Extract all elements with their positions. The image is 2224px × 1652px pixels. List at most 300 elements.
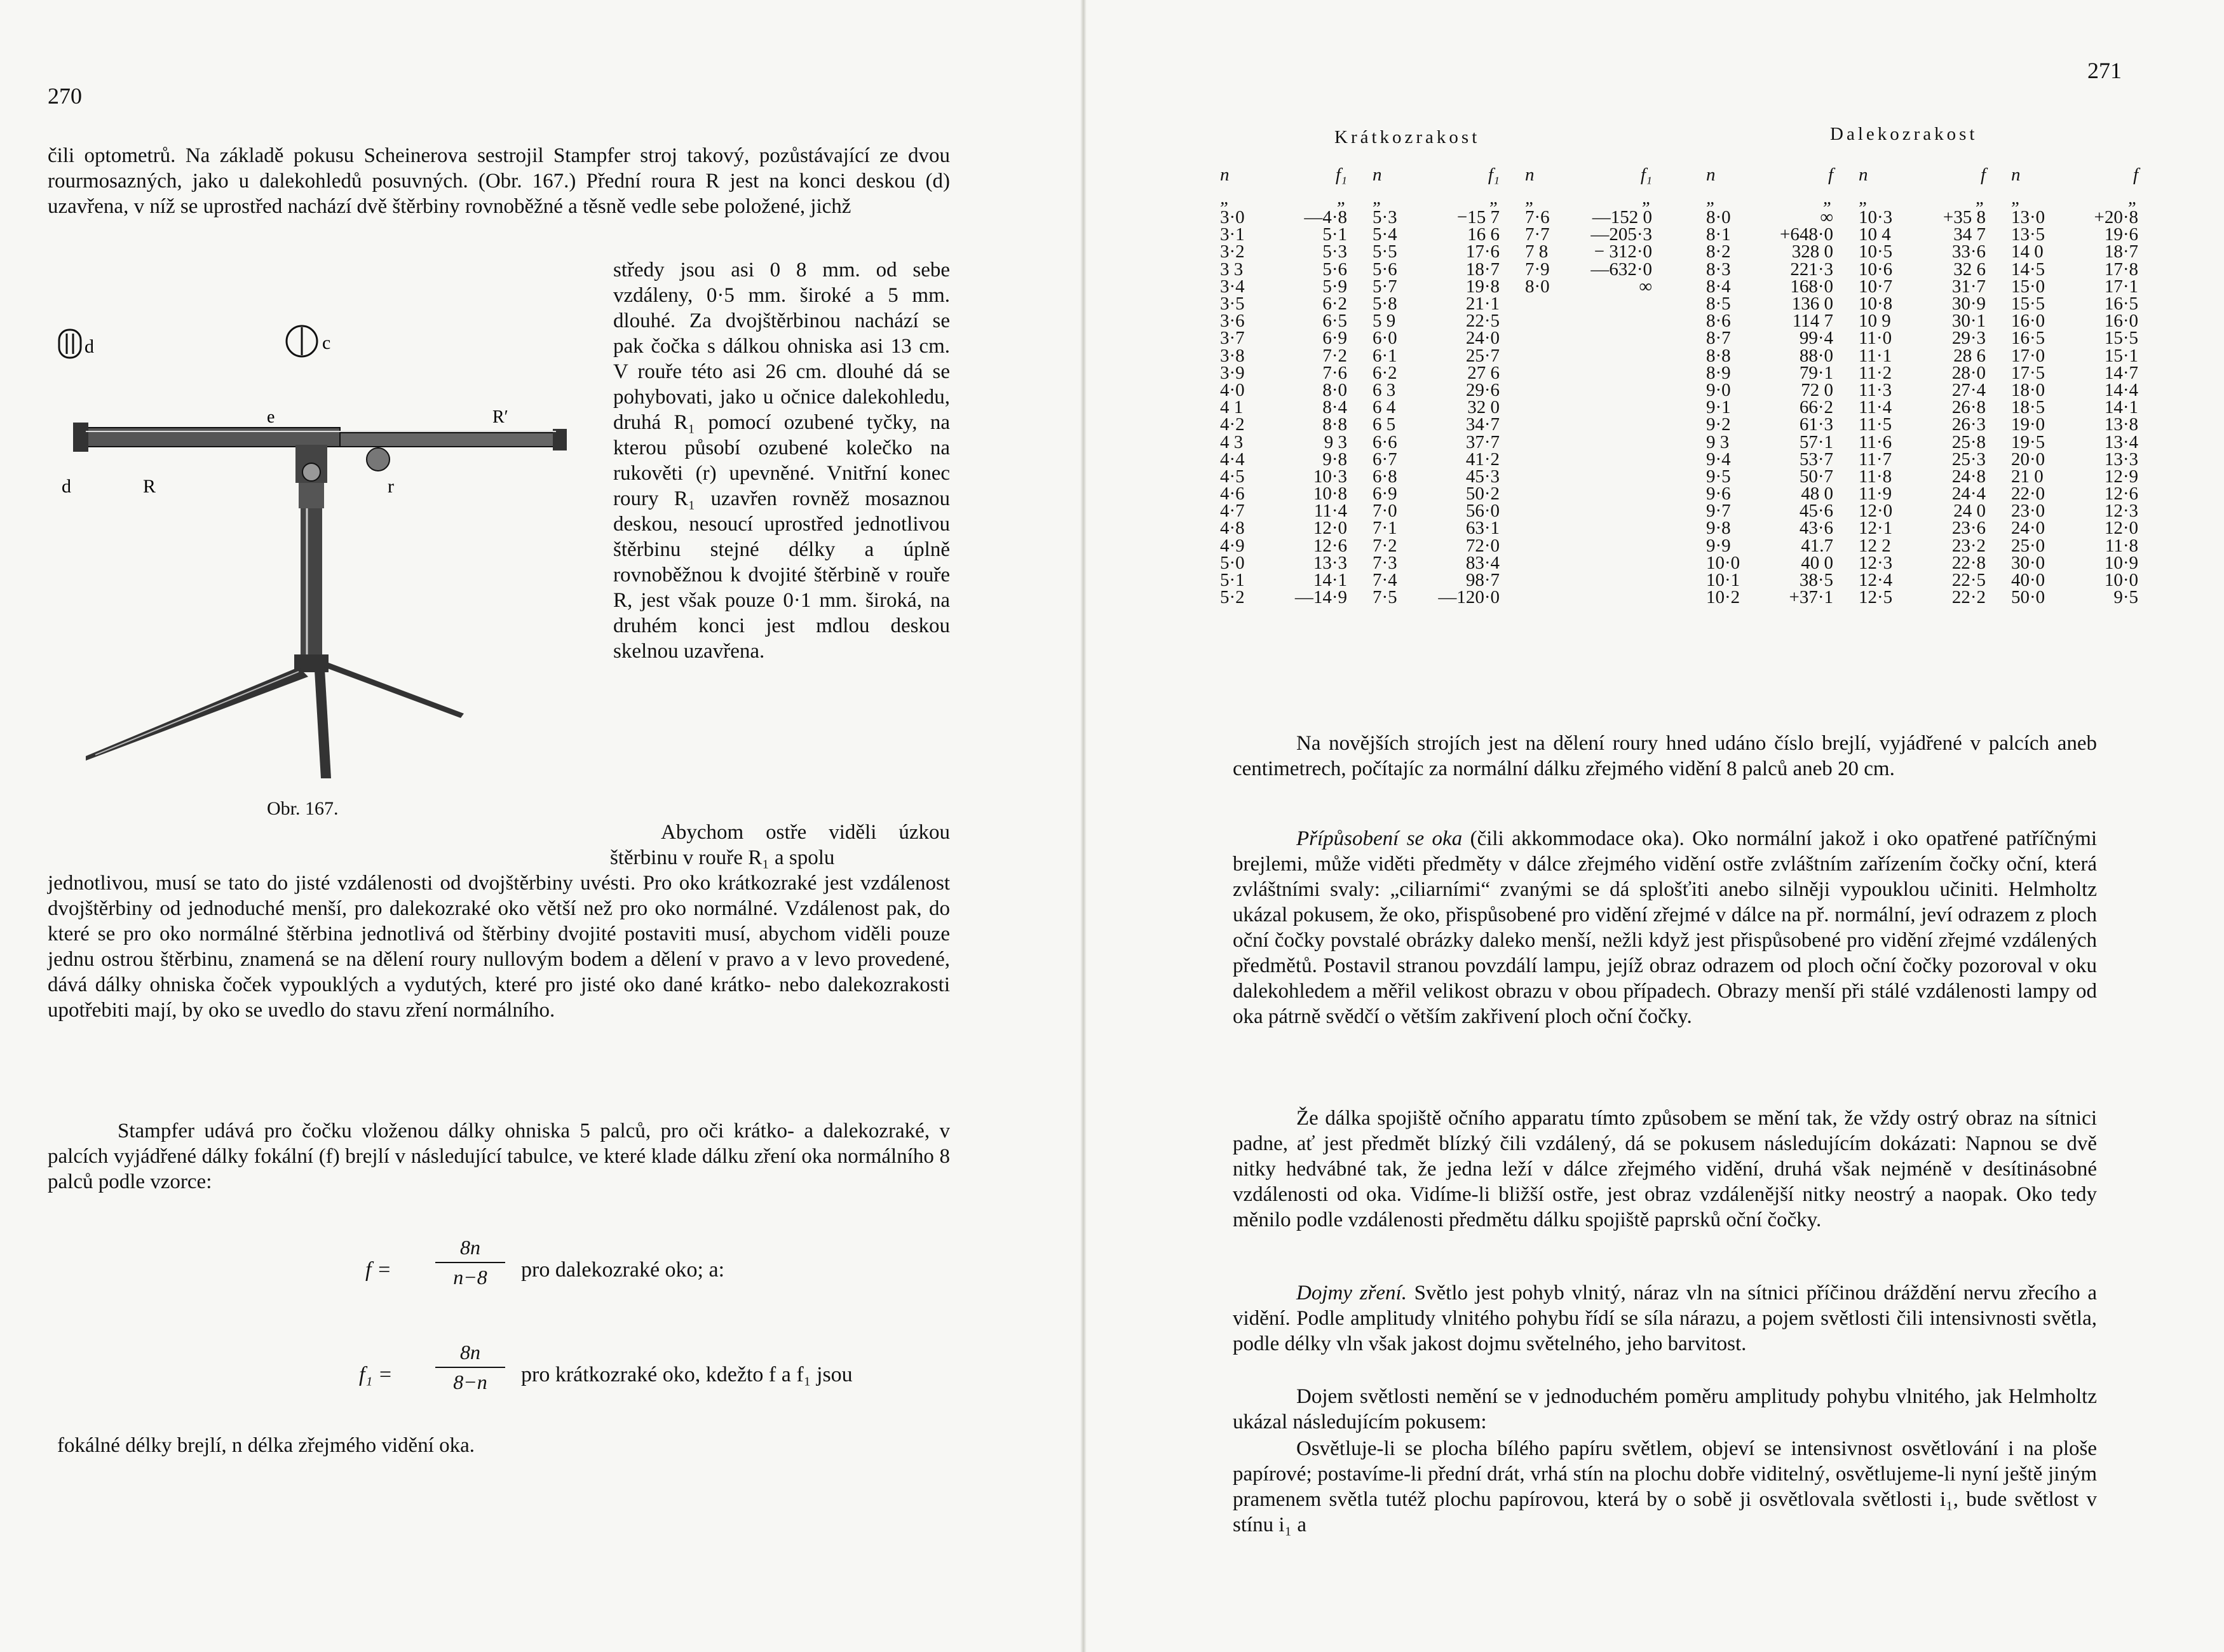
short-table-cell: 5·4 (1373, 224, 1397, 245)
long-table-cell: 8·7 (1706, 328, 1731, 349)
long-table-cell: 20·0 (2011, 449, 2045, 470)
long-table-cell: 12·3 (1859, 552, 1893, 573)
table-row (1706, 572, 2138, 589)
long-table-cell: 26·8 (1951, 397, 1986, 418)
short-table-cell: 11·4 (1313, 501, 1347, 522)
table-row (1220, 468, 1652, 485)
short-table-cell (1525, 382, 1570, 399)
short-table-cell: 7·2 (1322, 345, 1347, 366)
short-table-cell: —14·9 (1294, 587, 1347, 608)
short-table-cell: 8·0 (1525, 276, 1550, 297)
long-table-cell: 22·2 (1951, 587, 1986, 608)
short-table-cell: 34·7 (1465, 414, 1500, 435)
long-table-cell: 114 7 (1792, 311, 1833, 332)
short-table-cell: 18·7 (1465, 259, 1500, 280)
short-table-cell: 10·8 (1313, 484, 1347, 504)
short-table-cell (1570, 399, 1652, 416)
long-table-cell: 136 0 (1791, 294, 1833, 315)
table-row (1706, 416, 2138, 433)
short-table-cell (1525, 295, 1570, 313)
short-table-cell: 6·9 (1322, 328, 1347, 349)
long-table-cell: 13·3 (2104, 449, 2138, 470)
fig-label-r: r (388, 476, 394, 497)
short-table-cell: 7·4 (1373, 570, 1397, 591)
long-table-cell: 38·5 (1799, 570, 1833, 591)
long-table-cell: 221·3 (1790, 259, 1833, 280)
table-row (1220, 295, 1652, 313)
long-table-cell: 15·5 (2104, 328, 2138, 349)
long-table-cell: 23·6 (1951, 518, 1986, 539)
long-table-cell: 10·2 (1706, 587, 1740, 608)
long-table-cell: 15·1 (2104, 345, 2138, 366)
right-para-after-table: Na novějších strojích jest na dělení roury hned udáno číslo brejlí, vyjádřené v palcích aneb centimetrech, počítajíc za normální dálku zřejmého vidění 8 palců aneb 20 cm. (1233, 732, 2097, 780)
long-table-cell: 8·1 (1706, 224, 1731, 245)
short-table-cell: 6 5 (1373, 414, 1396, 435)
table-row (1220, 416, 1652, 433)
table-row (1706, 503, 2138, 520)
short-table-cell: 6·7 (1373, 449, 1397, 470)
short-table-cell: 3·5 (1220, 294, 1245, 315)
short-h-0: n (1220, 164, 1230, 185)
short-table-cell: 8·4 (1322, 397, 1347, 418)
long-table-cell: 11·4 (1859, 397, 1892, 418)
formula-1-denominator: n−8 (453, 1266, 487, 1289)
table-row (1220, 209, 1652, 226)
table-row (1706, 278, 2138, 295)
left-para-2: jednotlivou, musí se tato do jisté vzdálenosti od dvojštěrbiny uvésti. Pro oko krátkozraké jest vzdálenost dvojštěrbiny od jednoduché menší, pro dalekozraké oko větší než pro oko normálné. Vzdálenost pak, do které se pro oko normálné štěrbina jednotlivá od štěrbiny dvojité postaviti musí, abychom viděli pouze jednu ostrou štěrbinu, znamená se na dělení roury nullovým bodem a dělení v pravo a v levo provedené, dává dálky ohniska čoček vypouklých a vydutých, které pro jisté oko dané krátko- nebo dalekozrakosti upotřebiti mají, by oko se uvedlo do stavu zření normálního. (48, 872, 950, 1022)
long-table-cell: 10·1 (1706, 570, 1740, 591)
short-table-cell: ∞ (1639, 276, 1652, 297)
short-table-cell: 7·3 (1373, 552, 1397, 573)
ditto-mark: „ (1336, 187, 1347, 208)
formula-2-fraction (435, 1341, 505, 1394)
long-table-cell: 11·1 (1859, 345, 1892, 366)
long-table-cell: 9·9 (1706, 535, 1731, 556)
table-row (1706, 365, 2138, 382)
short-table-cell: 12·0 (1313, 518, 1347, 539)
short-table-cell: 6·1 (1373, 345, 1397, 366)
right-para-brightness: Dojem světlosti nemění se v jednoduchém poměru amplitudy pohybu vlnitého, jak Helmholtz ukázal následujícím pokusem: (1233, 1385, 2097, 1433)
ditto-mark: „ (1641, 187, 1652, 208)
table-row (1220, 555, 1652, 572)
long-table-cell: 21 0 (2011, 466, 2044, 487)
short-table-cell (1570, 555, 1652, 572)
fig-label-d1: d (85, 336, 94, 357)
long-table-cell: 10·0 (1706, 552, 1740, 573)
short-table-cell: 3 3 (1220, 259, 1244, 280)
long-table-cell: 27·4 (1951, 379, 1986, 400)
long-table-cell: 8·3 (1706, 259, 1731, 280)
short-table-cell: 98·7 (1465, 570, 1500, 591)
table-row (1220, 382, 1652, 399)
short-table-cell: 16 6 (1467, 224, 1500, 245)
short-h-2: n (1373, 164, 1382, 185)
short-table-cell: 4·4 (1220, 449, 1245, 470)
short-table-cell: 5·3 (1373, 207, 1397, 228)
table-row (1220, 399, 1652, 416)
short-table-cell (1570, 382, 1652, 399)
short-table-cell: 7·9 (1525, 259, 1550, 280)
impressions-title: Dojmy zření. (1296, 1282, 1407, 1304)
long-table-cell: 8·8 (1706, 345, 1731, 366)
ditto-mark: „ (1525, 187, 1536, 208)
long-table-cell: 17·5 (2011, 362, 2045, 383)
long-table-cell: 19·5 (2011, 431, 2045, 452)
impressions-body: Světlo jest pohyb vlnitý, náraz vln na sítnici příčinou dráždění nervu zřecího a vidění. Podle amplitudy vlnitého pohybu řídí se síla nárazu, a pojem světlosti čili intensivnosti světla, podle délky vln však jakost dojmu světelného, jeho barvitost. (1233, 1282, 2098, 1355)
long-table-cell: 19·0 (2011, 414, 2045, 435)
short-table-cell (1525, 485, 1570, 503)
long-table-cell: 13·5 (2011, 224, 2045, 245)
short-table-cell: 29·6 (1465, 379, 1500, 400)
short-table-cell: 6·2 (1322, 294, 1347, 315)
long-table-cell: 18·0 (2011, 379, 2045, 400)
long-table-cell: 18·5 (2011, 397, 2045, 418)
short-table-cell: 5·1 (1322, 224, 1347, 245)
short-table-cell: 41·2 (1465, 449, 1500, 470)
long-table-cell: 9·6 (1706, 484, 1731, 504)
short-table-cell (1570, 313, 1652, 330)
figure-optometer (48, 308, 607, 791)
short-table-cell: 7·7 (1525, 224, 1550, 245)
table-row (1706, 468, 2138, 485)
table-row (1706, 555, 2138, 572)
ditto-mark: „ (1220, 187, 1231, 208)
short-table-cell: 50·2 (1465, 484, 1500, 504)
right-para-focus: Že dálka spojiště očního apparatu tímto způsobem se mění tak, že vždy ostrý obraz na sítnici padne, ať jest předmět blízký čili vzdálený, dá se pokusem následujícím dokázati: Napnou se dvě nitky hedvábné tak, že jedna leží v dálce zřejmého vidění, druhá však nejméně v desítinásobné vzdálenosti od oka. Vidíme-li bližší ostře, jest obraz vzdálenější nitky neostrý a naopak. Oko tedy měnilo podle vzdálenosti předmětu dálku spojiště paprsků oční čočky. (1233, 1107, 2097, 1231)
formula-1-numerator: 8n (460, 1236, 480, 1259)
long-table-cell: 9·8 (1706, 518, 1731, 539)
short-table-cell: 6·2 (1373, 362, 1397, 383)
short-table-cell (1570, 572, 1652, 589)
table-row (1220, 313, 1652, 330)
ditto-mark: „ (2127, 187, 2138, 208)
short-table-cell: 3·8 (1220, 345, 1245, 366)
ditto-mark: „ (1859, 187, 1869, 208)
long-table-cell: 25·3 (1951, 449, 1986, 470)
long-table-cell: 328 0 (1791, 241, 1833, 262)
short-table-cell: 72·0 (1465, 535, 1500, 556)
page-number-right: 271 (2087, 58, 2122, 83)
table-row (1706, 330, 2138, 347)
table-row (1220, 451, 1652, 468)
long-table-cell: 12·9 (2104, 466, 2138, 487)
short-table-cell: 3·7 (1220, 328, 1245, 349)
table-row (1220, 485, 1652, 503)
long-table-cell: 10 9 (1859, 311, 1891, 332)
long-table-cell: 24 0 (1953, 501, 1986, 522)
short-h-5: f₁ (1640, 164, 1652, 185)
short-table-cell: −15 7 (1456, 207, 1500, 228)
short-table-cell: 24·0 (1465, 328, 1500, 349)
short-table-cell: 7 8 (1525, 241, 1549, 262)
table-title-short: Krátkozrakost (1334, 127, 1481, 147)
page-number-left: 270 (48, 83, 82, 109)
long-table-cell: 16·5 (2011, 328, 2045, 349)
table-row (1706, 313, 2138, 330)
short-table-cell: 37·7 (1465, 431, 1500, 452)
fig-label-d2: d (62, 476, 71, 497)
short-table-cell (1570, 485, 1652, 503)
long-table-cell: 88·0 (1799, 345, 1833, 366)
short-table-cell: 17·6 (1465, 241, 1500, 262)
long-table-cell: 11·2 (1859, 362, 1892, 383)
long-table-cell: 17·0 (2011, 345, 2045, 366)
table-row (1706, 226, 2138, 243)
short-table-cell: 4 3 (1220, 431, 1244, 452)
short-table-cell: 6·9 (1373, 484, 1397, 504)
long-table-cell: 10·8 (1859, 294, 1893, 315)
short-table-cell: 5·2 (1220, 587, 1245, 608)
long-table-cell: 9·7 (1706, 501, 1731, 522)
short-table-cell: 7·1 (1373, 518, 1397, 539)
long-table-cell: 14 0 (2011, 241, 2044, 262)
long-table-cell: 72 0 (1801, 379, 1833, 400)
short-table-cell: 5·8 (1373, 294, 1397, 315)
short-table-cell (1570, 295, 1652, 313)
short-table-cell (1525, 538, 1570, 555)
table-row (1706, 589, 2138, 606)
long-table-cell: 12·5 (1859, 587, 1893, 608)
short-table-header (1220, 162, 1652, 187)
short-table-cell: 32 0 (1467, 397, 1500, 418)
long-table-cell: 33·6 (1951, 241, 1986, 262)
short-table-cell (1525, 468, 1570, 485)
long-table-cell: 50·7 (1799, 466, 1833, 487)
table-row (1706, 538, 2138, 555)
short-table-cell: 5 9 (1373, 311, 1396, 332)
table-row (1220, 503, 1652, 520)
short-h-1: f₁ (1335, 164, 1347, 185)
accommodation-title: Přípůsobení se oka (1296, 827, 1463, 850)
long-table-cell: 18·7 (2104, 241, 2138, 262)
short-table-cell: 3·1 (1220, 224, 1245, 245)
short-table-cell (1570, 348, 1652, 365)
table-row (1220, 243, 1652, 261)
long-table-cell: 79·1 (1799, 362, 1833, 383)
long-table-cell: 50·0 (2011, 587, 2045, 608)
short-table-cell: 6 3 (1373, 379, 1396, 400)
short-table-cell (1570, 433, 1652, 450)
table-row (1706, 348, 2138, 365)
long-table-cell: 32 6 (1953, 259, 1986, 280)
short-table-cell: 21·1 (1465, 294, 1500, 315)
long-table-cell: +35 8 (1943, 207, 1986, 228)
figure-caption: Obr. 167. (267, 798, 339, 819)
short-table-cell (1570, 416, 1652, 433)
short-table-cell: 8·8 (1322, 414, 1347, 435)
short-table-cell: 13·3 (1313, 552, 1347, 573)
short-table-cell: 4 1 (1220, 397, 1244, 418)
long-table-cell: 24·8 (1951, 466, 1986, 487)
long-h-2: n (1859, 164, 1868, 185)
table-row (1220, 226, 1652, 243)
long-table-cell: 23·2 (1951, 535, 1986, 556)
long-table-cell: 17·8 (2104, 259, 2138, 280)
table-row (1220, 365, 1652, 382)
short-table-cell: 3·2 (1220, 241, 1245, 262)
long-table-cell: 28·0 (1951, 362, 1986, 383)
long-table-cell: +648·0 (1779, 224, 1833, 245)
short-table-cell: 25·7 (1465, 345, 1500, 366)
long-table-cell: 9 3 (1706, 431, 1730, 452)
long-table-cell: +20·8 (2094, 207, 2138, 228)
short-table-cell (1525, 503, 1570, 520)
table-row (1706, 451, 2138, 468)
fig-label-c: c (322, 332, 331, 353)
right-para-illumination: Osvětluje-li se plocha bílého papíru světlem, objeví se intensivnost osvětlování i na ploše papírové; postavíme-li přední drát, vrhá stín na plochu dobře viditelný, osvětlujeme-li nyní ještě jiným pramenem světla tutéž plochu papírovou, která by o sobě ji osvětlovala světlosti i₁, bude světlost v stínu i₁ a (1233, 1437, 2097, 1536)
ditto-mark: „ (1822, 187, 1833, 208)
short-table-cell (1570, 330, 1652, 347)
long-table-cell: 25·8 (1951, 431, 1986, 452)
long-h-3: f (1980, 164, 1986, 185)
short-table-cell: 7·0 (1373, 501, 1397, 522)
short-table-cell: 6·5 (1322, 311, 1347, 332)
long-table-cell: 43·6 (1799, 518, 1833, 539)
left-para-1: čili optometrů. Na základě pokusu Scheinerova sestrojil Stampfer stroj takový, pozůstávající ze dvou rourmosazných, jako u dalekohledů posuvných. (Obr. 167.) Přední roura R jest na konci deskou (d) uzavřena, v níž se uprostřed nachází dvě štěrbiny rovnoběžné a těsně vedle sebe položené, jichž (48, 144, 950, 218)
table-row (1220, 433, 1652, 450)
short-table-cell: 4·7 (1220, 501, 1245, 522)
short-table-cell: 5·9 (1322, 276, 1347, 297)
long-table-cell: 40·0 (2011, 570, 2045, 591)
long-table-cell: 45·6 (1799, 501, 1833, 522)
short-table-cell: —4·8 (1304, 207, 1347, 228)
long-table-cell: 30·9 (1951, 294, 1986, 315)
long-table-cell: 10·5 (1859, 241, 1893, 262)
short-table-cell: 12·6 (1313, 535, 1347, 556)
long-table-cell: 29·3 (1951, 328, 1986, 349)
left-closing-line: fokálné délky brejlí, n délka zřejmého vidění oka. (57, 1434, 475, 1457)
long-table-cell: 99·4 (1799, 328, 1833, 349)
short-table-ditto-row (1220, 187, 1652, 209)
long-h-0: n (1706, 164, 1716, 185)
long-table-cell: 11·8 (2105, 535, 2138, 556)
short-table-cell (1570, 365, 1652, 382)
left-para-3: Stampfer udává pro čočku vloženou dálky ohniska 5 palců, pro oči krátko- a dalekozraké, v palcích vyjádřené dálky fokální (f) brejlí v následující tabulce, ve které klade dálku zření oka normálního 8 palců podle vzorce: (48, 1120, 950, 1193)
short-table-cell: 4·8 (1220, 518, 1245, 539)
long-table-cell: 48 0 (1801, 484, 1833, 504)
short-table-cell (1570, 589, 1652, 606)
long-table-cell: 10·7 (1859, 276, 1893, 297)
long-table-cell: 12·3 (2104, 501, 2138, 522)
long-table-cell: 12·4 (1859, 570, 1893, 591)
short-table-cell: 6·8 (1373, 466, 1397, 487)
short-table-cell: 4·5 (1220, 466, 1245, 487)
ditto-mark: „ (1706, 187, 1717, 208)
long-table-cell: 53·7 (1799, 449, 1833, 470)
short-table-cell: 5·1 (1220, 570, 1245, 591)
long-table-cell: 14·4 (2104, 379, 2138, 400)
long-table-cell: 8·0 (1706, 207, 1731, 228)
short-table-cell: 3·6 (1220, 311, 1245, 332)
formula-2-text: pro krátkozraké oko, kdežto f a f₁ jsou (521, 1363, 853, 1386)
long-table-ditto-row (1706, 187, 2138, 209)
short-table-cell (1525, 313, 1570, 330)
long-table-cell: 61·3 (1799, 414, 1833, 435)
short-table-cell (1525, 520, 1570, 537)
ditto-mark: „ (2011, 187, 2022, 208)
long-table-cell: 10·6 (1859, 259, 1893, 280)
short-table-cell: 27 6 (1467, 362, 1500, 383)
short-table-cell: 14·1 (1313, 570, 1347, 591)
short-h-4: n (1525, 164, 1535, 185)
short-table-cell: − 312·0 (1594, 241, 1652, 262)
fig-label-R: R (143, 476, 156, 497)
long-table-cell: 13·0 (2011, 207, 2045, 228)
short-table-cell: 56·0 (1465, 501, 1500, 522)
short-table-cell (1570, 538, 1652, 555)
long-table-cell: 15·5 (2011, 294, 2045, 315)
formula-2-numerator: 8n (460, 1341, 480, 1364)
short-table-cell: —120·0 (1438, 587, 1500, 608)
long-table-header (1706, 162, 2138, 187)
long-table-cell: 13·4 (2104, 431, 2138, 452)
short-table-cell: 5·3 (1322, 241, 1347, 262)
table-title-long: Dalekozrakost (1830, 124, 1978, 144)
table-row (1220, 520, 1652, 537)
short-table-cell: 5·7 (1373, 276, 1397, 297)
short-table-cell: 9·8 (1322, 449, 1347, 470)
long-table-cell: 14·7 (2104, 362, 2138, 383)
long-table-cell: 12·1 (1859, 518, 1893, 539)
formula-1-fraction (435, 1236, 505, 1289)
long-table-cell: 12·0 (1859, 501, 1893, 522)
long-table-cell: 30·1 (1951, 311, 1986, 332)
long-table-cell: 8·9 (1706, 362, 1731, 383)
long-table-cell: 30·0 (2011, 552, 2045, 573)
long-table-cell: 9·1 (1706, 397, 1731, 418)
fig-label-r-prime: R′ (492, 407, 508, 427)
short-table-cell: 9 3 (1324, 431, 1347, 452)
long-table-cell: 22·8 (1951, 552, 1986, 573)
long-table-cell: 16·0 (2104, 311, 2138, 332)
long-table-cell: 8·2 (1706, 241, 1731, 262)
long-table-cell: 28 6 (1953, 345, 1986, 366)
long-table-cell: 11·6 (1859, 431, 1892, 452)
short-table-cell: 7·5 (1373, 587, 1397, 608)
long-table-cell: 12·6 (2104, 484, 2138, 504)
short-table-cell: 22·5 (1465, 311, 1500, 332)
short-table-cell (1570, 451, 1652, 468)
short-table-cell: 4·2 (1220, 414, 1245, 435)
long-table-cell: 19·6 (2104, 224, 2138, 245)
long-table-cell: 57·1 (1799, 431, 1833, 452)
table-long-sightedness (1706, 162, 2138, 606)
long-table-cell: 11·8 (1859, 466, 1892, 487)
long-table-cell: 17·1 (2104, 276, 2138, 297)
table-row (1706, 209, 2138, 226)
table-row (1706, 485, 2138, 503)
short-table-cell: —205·3 (1590, 224, 1652, 245)
right-para-impressions (1233, 1280, 2097, 1357)
short-table-cell: 5·5 (1373, 241, 1397, 262)
table-row (1706, 399, 2138, 416)
table-short-sightedness (1220, 162, 1652, 606)
long-table-cell: 31·7 (1951, 276, 1986, 297)
long-table-cell: 11·7 (1859, 449, 1892, 470)
short-table-cell: 4·6 (1220, 484, 1245, 504)
short-table-cell: 63·1 (1465, 518, 1500, 539)
long-table-cell: 16·5 (2104, 294, 2138, 315)
long-table-cell: ∞ (1820, 207, 1833, 228)
short-table-cell: 45·3 (1465, 466, 1500, 487)
long-table-cell: 66·2 (1799, 397, 1833, 418)
long-table-cell: 16·0 (2011, 311, 2045, 332)
long-table-cell: 9·5 (2113, 587, 2138, 608)
long-table-cell: 24·4 (1951, 484, 1986, 504)
formula-1-lhs: f = (365, 1258, 391, 1282)
long-table-cell: 9·0 (1706, 379, 1731, 400)
short-table-cell: —152 0 (1592, 207, 1652, 228)
